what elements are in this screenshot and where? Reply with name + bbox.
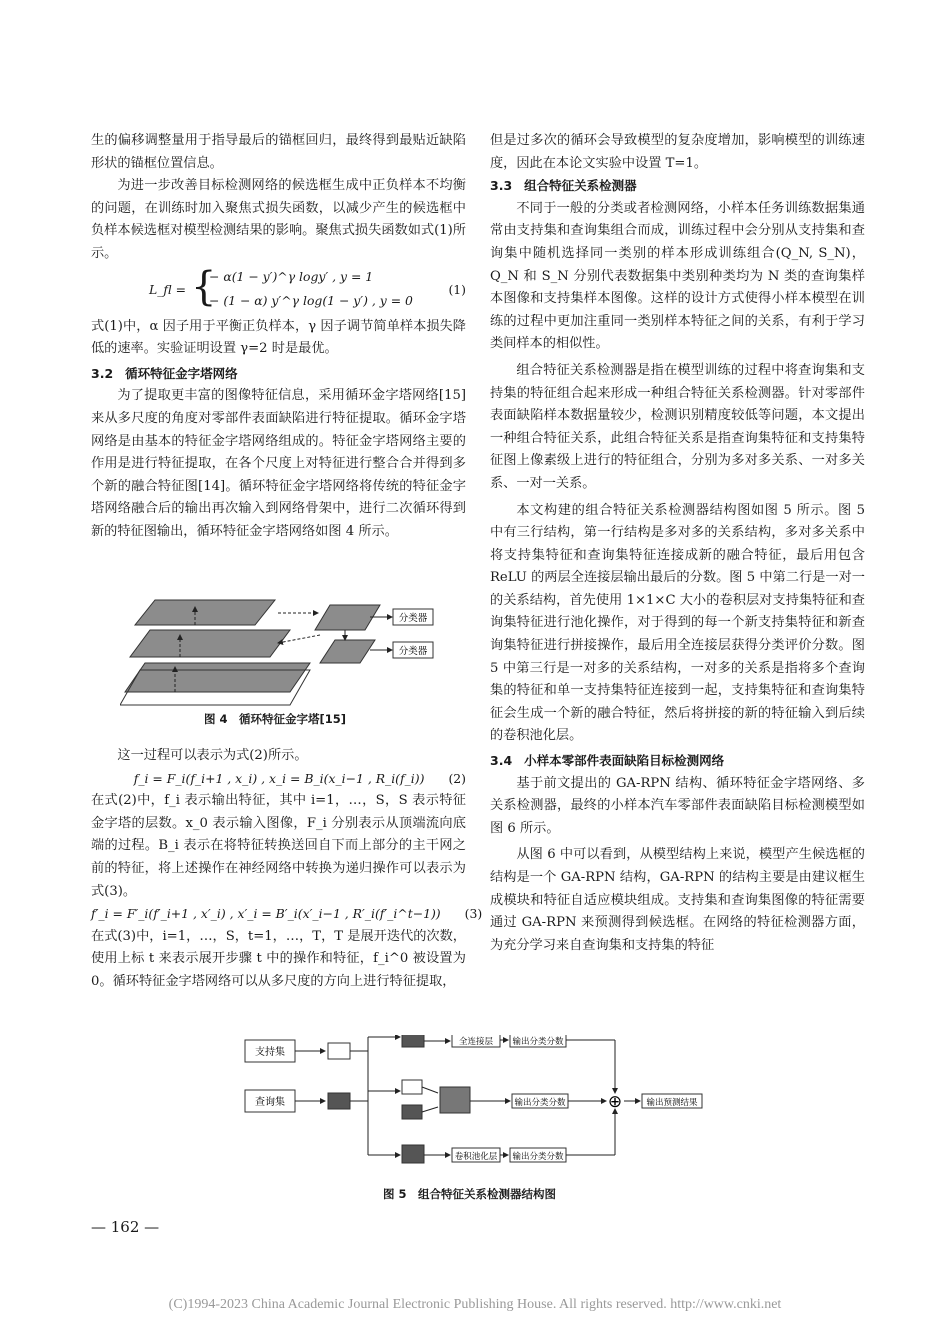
conv-pool-layer-label: 卷积池化层 bbox=[454, 1152, 498, 1162]
paragraph: 为进一步改善目标检测网络的候选框生成中正负样本不均衡的问题，在训练时加入聚焦式损失函数，以减少产生的候选框中负样本候选框对模型检测结果的影响。聚焦式损失函数如式(1)所示。 bbox=[91, 178, 466, 261]
paragraph: 基于前文提出的 GA-RPN 结构、循环特征金字塔网络、多关系检测器，最终的小样本汽车零部件表面缺陷目标检测模型如图 6 所示。 bbox=[490, 775, 865, 836]
paragraph: 生的偏移调整量用于指导最后的锚框回归，最终得到最贴近缺陷形状的锚框位置信息。 bbox=[91, 133, 466, 171]
equation-1-number: (1) bbox=[448, 281, 466, 297]
fc-layer-label: 全连接层 bbox=[458, 1037, 494, 1047]
support-feature-block bbox=[328, 1043, 350, 1059]
classifier-label-1: 分类器 bbox=[398, 613, 428, 624]
support-set-label: 支持集 bbox=[255, 1047, 285, 1058]
sum-operator-icon: ⊕ bbox=[607, 1092, 623, 1112]
output-score-label-3: 输出分类分数 bbox=[512, 1152, 564, 1162]
left-column bbox=[91, 130, 466, 544]
right-column bbox=[490, 130, 865, 957]
section-heading-3-3: 3.3 组合特征关系检测器 bbox=[490, 178, 637, 194]
final-output-label: 输出预测结果 bbox=[646, 1098, 698, 1108]
concat-feature-row3 bbox=[402, 1145, 424, 1163]
paragraph: 为了提取更丰富的图像特征信息，采用循环金字塔网络[15]来从多尺度的角度对零部件表面缺陷进行特征提取。循环金字塔网络是由基本的特征金字塔网络组成的。特征金字塔网络主要的作用是进行特征提取，在各个尺度上对特征进行整合合并得到多个新的融合特征图[14]。循环特征金字塔网络将传统的特征金字塔网络融合后的输出再次输入到网络骨架中，进行二次循环得到新的特征图输出，循环特征金字塔网络如图 4 所示。 bbox=[91, 388, 466, 539]
equation-3: f′_i = F′_i(f′_i+1 , x′_i) , x′_i = B′_i(x′_i−1 , R′_i(f′_i^t−1)) (3) bbox=[91, 906, 483, 922]
left-column-lower bbox=[91, 745, 483, 994]
copyright-footer: (C)1994-2023 China Academic Journal Electronic Publishing House. All rights reserved. http://www.cnki.net bbox=[168, 1297, 782, 1312]
section-heading-3-2: 3.2 循环特征金字塔网络 bbox=[91, 365, 238, 381]
figure-5-relation-detector bbox=[240, 1035, 720, 1175]
equation-1-lhs: L_fl = bbox=[149, 281, 187, 297]
paragraph: 在式(3)中，i=1，…，S，t=1，…，T，T 是展开迭代的次数，使用上标 t 来表示展开步骤 t 中的操作和特征，f_i^0 被设置为 0。循环特征金字塔网络可以从多尺度的方向上进行特征提取， bbox=[91, 928, 466, 989]
paragraph: 这一过程可以表示为式(2)所示。 bbox=[117, 748, 308, 763]
paragraph: 本文构建的组合特征关系检测器结构图如图 5 所示。图 5 中有三行结构，第一行结构是多对多的关系结构，多对多关系中将支持集特征和查询集特征连接成新的融合特征，最后用包含 ReLU 的两层全连接层输出最后的分数。图 5 中第二行是一对一的关系结构，首先使用 1×1×C 大小的卷积层对支持集特征和查询集特征进行池化操作，对于得到的每一个新支持集特征和新查询集特征进行拼接操作，最后用全连接层获得分类评价分数。图 5 中第三行是一对多的关系结构，一对多的关系是指将多个查询集的特征和单一支持集特征连接到一起，支持集特征和查询集特征会生成一个新的融合特征，然后将拼接的新的特征输入到后续的卷积池化层。 bbox=[490, 502, 865, 744]
page-number: — 162 — bbox=[91, 1218, 160, 1236]
figure-5-caption: 图 5 组合特征关系检测器结构图 bbox=[383, 1187, 557, 1201]
figure-4-caption: 图 4 循环特征金字塔[15] bbox=[204, 712, 347, 726]
paragraph: 式(1)中，α 因子用于平衡正负样本，γ 因子调节简单样本损失降低的速率。实验证明设置 γ=2 时是最优。 bbox=[91, 318, 466, 357]
equation-1-line1: − α(1 − y′)^γ logy′ , y = 1 bbox=[209, 268, 374, 284]
pyramid-plane-low bbox=[125, 663, 310, 692]
paragraph: 从图 6 中可以看到，从模型结构上来说，模型产生候选框的结构是一个 GA-RPN 结构，GA-RPN 的结构主要是由建议框生成模块和特征自适应模块组成。支持集和查询集图像的特征需要通过 GA-RPN 来预测得到候选框。在网络的特征检测器方面，为充分学习来自查询集和支持集的特征 bbox=[490, 847, 865, 953]
paragraph: 但是过多次的循环会导致模型的复杂度增加，影响模型的训练速度，因此在本论文实验中设置 T=1。 bbox=[490, 133, 865, 171]
figure-4-recursive-fpn bbox=[120, 595, 450, 707]
pooled-feature-row2 bbox=[402, 1080, 422, 1094]
pooled-feature-row2b bbox=[402, 1105, 422, 1119]
output-score-label-1: 输出分类分数 bbox=[512, 1037, 564, 1047]
pyramid-plane-top bbox=[135, 600, 275, 625]
equation-1: L_fl = { − α(1 − y′)^γ logy′ , y = 1 − (1 − α) y′^γ log(1 − y′) , y = 0 (1) bbox=[91, 266, 466, 316]
paragraph: 组合特征关系检测器是指在模型训练的过程中将查询集和支持集的特征组合起来形成一种组合特征关系检测器。针对零部件表面缺陷样本数据量较少，检测识别精度较低等问题，本文提出一种组合特征关系，此组合特征关系是指查询集特征和支持集特征图上像素级上进行的特征组合，分别为多对多关系、一对多关系、一对一关系。 bbox=[490, 362, 865, 491]
pyramid-plane-right-low bbox=[320, 640, 375, 663]
concat-feature-row2 bbox=[440, 1087, 470, 1113]
output-score-label-2: 输出分类分数 bbox=[514, 1098, 566, 1108]
equation-1-line2: − (1 − α) y′^γ log(1 − y′) , y = 0 bbox=[209, 292, 413, 308]
concat-feature-row1 bbox=[402, 1035, 424, 1047]
query-set-label: 查询集 bbox=[255, 1097, 285, 1108]
equation-2: f_i = F_i(f_i+1 , x_i) , x_i = B_i(x_i−1 , R_i(f_i)) (2) bbox=[133, 770, 466, 786]
query-feature-block bbox=[328, 1093, 350, 1109]
pyramid-plane-mid bbox=[130, 630, 290, 657]
classifier-label-2: 分类器 bbox=[398, 646, 428, 657]
paragraph: 不同于一般的分类或者检测网络，小样本任务训练数据集通常由支持集和查询集组合而成，训练过程中会分别从支持集和查询集中随机选择同一类别的样本形成训练组合(Q_N, S_N)，Q_N 和 S_N 分别代表数据集中类别种类均为 N 类的查询集样本图像和支持集样本图像。这样的设计方式使得小样本模型在训练的过程中更加注重同一类别样本特征之间的关系，有利于学习类间样本的相似性。 bbox=[490, 200, 865, 352]
paragraph: 在式(2)中，f_i 表示输出特征，其中 i=1，…，S，S 表示特征金字塔的层数。x_0 表示输入图像，F_i 分别表示从顶端流向底端的过程。B_i 表示在将特征转换送回自下而上部分的主干网之前的特征，将上述操作在神经网络中转换为递归操作可以表示为式(3)。 bbox=[91, 793, 466, 899]
section-heading-3-4: 3.4 小样本零部件表面缺陷目标检测网络 bbox=[490, 753, 725, 769]
